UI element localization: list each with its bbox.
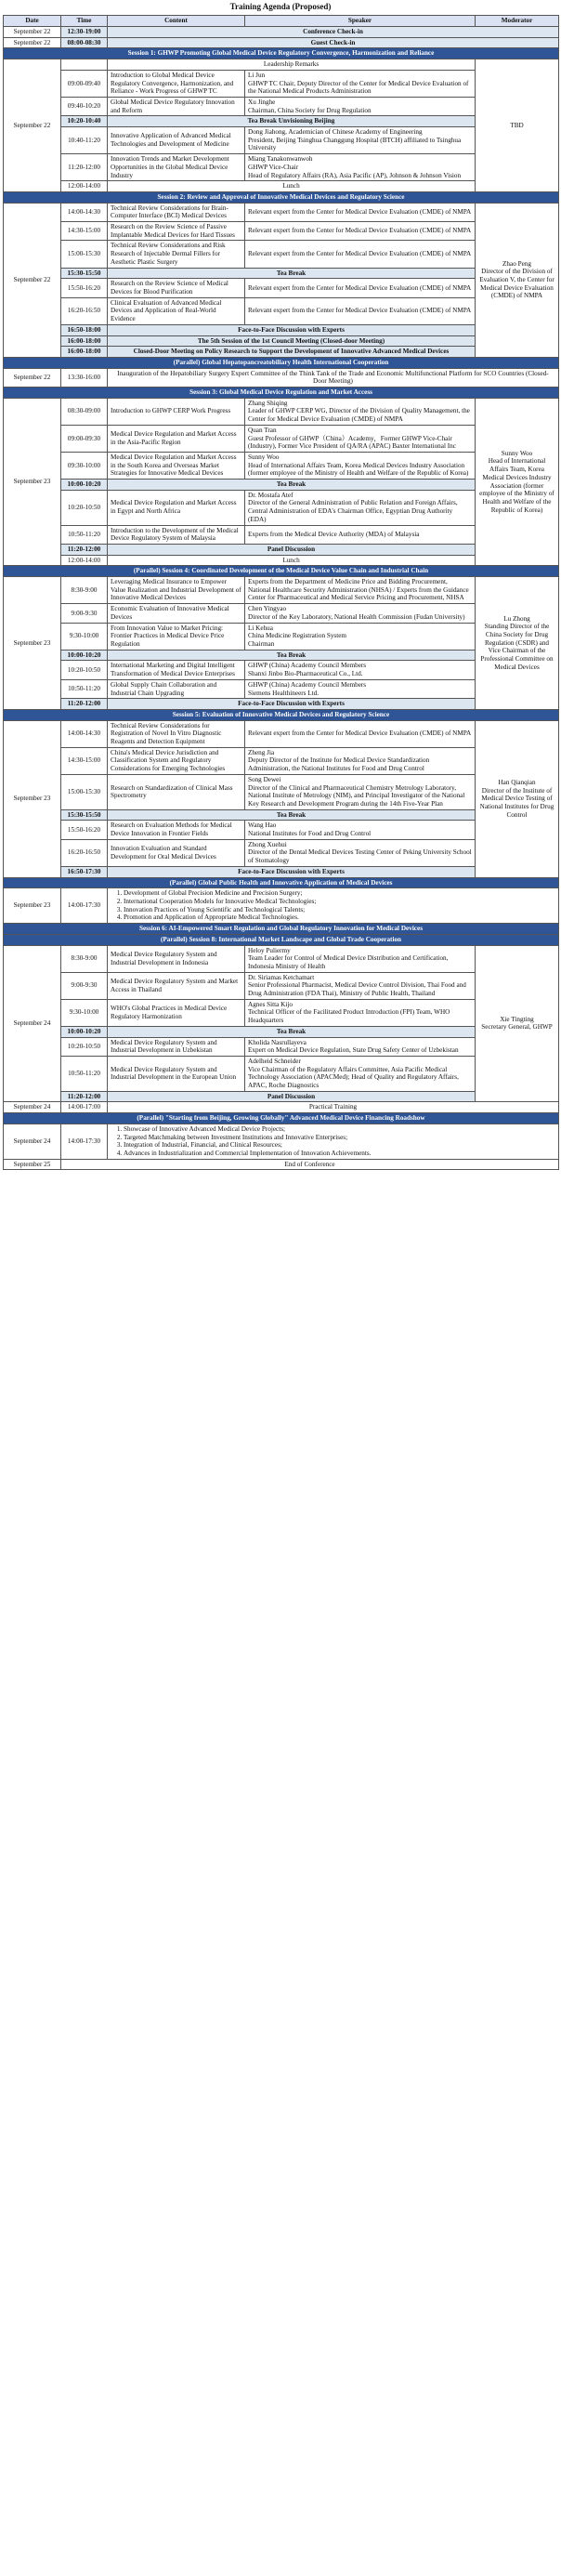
speaker-cell: GHWP (China) Academy Council Members Siemens Healthineers Ltd.: [245, 679, 476, 698]
speaker-cell: GHWP (China) Academy Council Members Shanxi Jinbo Bio-Pharmaceutical Co., Ltd.: [245, 661, 476, 679]
content-cell: Tea Break: [108, 480, 476, 491]
time-cell: 10:20-10:50: [61, 661, 108, 679]
time-cell: 16:20-16:50: [61, 839, 108, 866]
time-cell: 08:00-08:30: [61, 37, 108, 48]
content-cell: Medical Device Regulatory System and Industrial Development in Indonesia: [108, 945, 245, 972]
speaker-cell: Li Kehua China Medicine Registration System Chairman: [245, 623, 476, 650]
content-cell: Research on the Review Science of Medical Devices for Blood Purification: [108, 279, 245, 297]
moderator-cell: Zhao Peng Director of the Division of Evaluation V, the Center for Medical Device Evaluation (CMDE) of NMPA: [476, 203, 559, 357]
time-cell: 16:00-18:00: [61, 347, 108, 358]
time-cell: 16:20-16:50: [61, 297, 108, 324]
date-cell: September 23: [4, 720, 61, 877]
speaker-cell: Agnes Sitta Kijo Technical Officer of the Facilitated Product Introduction (FPI) Team, WHO Headquarters: [245, 999, 476, 1026]
date-cell: September 24: [4, 1124, 61, 1159]
header-time: Time: [61, 16, 108, 27]
time-cell: 10:20-10:50: [61, 1037, 108, 1056]
speaker-cell: Dr. Mostafa Atef Director of the General Administration of Public Relation and Foreign Affairs, Central Administration of EDA's Chairman Office, Egyptian Drug Authority (EDA): [245, 490, 476, 525]
content-cell: Inauguration of the Hepatobiliary Surgery Expert Committee of the Think Tank of the Trade and Economic Multifunctional Platform for SCO Countries (Closed-Door Meeting): [108, 368, 559, 387]
time-cell: 09:40-10:20: [61, 97, 108, 115]
time-cell: 14:00-17:30: [61, 1124, 108, 1159]
agenda-row: [4, 398, 559, 425]
speaker-cell: Dong Jiahong, Academician of Chinese Academy of Engineering President, Beijing Tsinghua Changgung Hospital (BTCH) affiliated to Tsinghua University: [245, 127, 476, 154]
section-title: Session 6: AI-Empowered Smart Regulation and Global Regulatory Innovation for Medical Devices: [4, 924, 559, 935]
time-cell: 11:20-12:00: [61, 154, 108, 181]
content-cell: Innovation Trends and Market Development Opportunities in the Global Medical Device Industry: [108, 154, 245, 181]
time-cell: 10:50-11:20: [61, 679, 108, 698]
agenda-row: [4, 945, 559, 972]
agenda-row: [4, 368, 559, 387]
content-cell: Research on the Review Science of Passive Implantable Medical Devices for Hard Tissues: [108, 222, 245, 241]
list-item: 3. Integration of Industrial, Financial, and Clinical Resources;: [124, 1141, 555, 1150]
speaker-cell: Li Jun GHWP TC Chair, Deputy Director of the Center for Medical Device Evaluation of the National Medical Products Administration: [245, 70, 476, 97]
content-cell: International Marketing and Digital Intelligent Transformation of Medical Device Enterprises: [108, 661, 245, 679]
content-cell: Technical Review Considerations for Brain-Computer Interface (BCI) Medical Devices: [108, 203, 245, 221]
speaker-cell: Zheng Jia Deputy Director of the Institute for Medical Device Standardization Administration, the National Institutes for Food and Drug Control: [245, 747, 476, 774]
time-cell: 8:30-9:00: [61, 945, 108, 972]
agenda-table: [3, 15, 559, 1170]
speaker-cell: Dr. Siriamas Ketchamart Senior Professional Pharmacist, Medical Device Control Division, Thai Food and Drug Administration (FDA Thai), Ministry of Public Health, Thailand: [245, 972, 476, 999]
content-cell: Tea Break Unvisioning Beijing: [108, 116, 476, 127]
time-cell: 12:00-14:00: [61, 555, 108, 566]
content-cell: Lunch: [108, 555, 476, 566]
date-cell: September 23: [4, 888, 61, 924]
time-cell: 9:00-9:30: [61, 604, 108, 623]
time-cell: 09:00-09:40: [61, 70, 108, 97]
content-cell: Face-to-Face Discussion with Experts: [108, 699, 476, 710]
agenda-row: [4, 59, 559, 71]
time-cell: 8:30-9:00: [61, 577, 108, 604]
list-item: 1. Development of Global Precision Medicine and Precision Surgery;: [124, 889, 555, 898]
time-cell: 10:00-10:20: [61, 650, 108, 661]
section-title: (Parallel) Global Public Health and Innovative Application of Medical Devices: [4, 877, 559, 888]
time-cell: 14:00-14:30: [61, 203, 108, 221]
page-title: Training Agenda (Proposed): [229, 2, 332, 11]
speaker-cell: Xu Jinghe Chairman, China Society for Drug Regulation: [245, 97, 476, 115]
content-cell: Introduction to GHWP CERP Work Progress: [108, 398, 245, 425]
date-cell: September 22: [4, 203, 61, 357]
time-cell: 15:30-15:50: [61, 268, 108, 279]
time-cell: 16:50-17:30: [61, 866, 108, 877]
content-cell: Medical Device Regulatory System and Market Access in Thailand: [108, 972, 245, 999]
date-cell: September 22: [4, 27, 61, 38]
section-title: Session 3: Global Medical Device Regulation and Market Access: [4, 388, 559, 399]
time-cell: 9:30-10:00: [61, 999, 108, 1026]
time-cell: 15:50-16:20: [61, 279, 108, 297]
time-cell: 15:00-15:30: [61, 774, 108, 809]
moderator-cell: Sunny Woo Head of International Affairs Team, Korea Medical Devices Industry Association (former employee of the Ministry of Health and Welfare of the Republic of Korea): [476, 398, 559, 566]
content-cell: Panel Discussion: [108, 1091, 476, 1102]
content-cell: Introduction to the Development of the Medical Device Regulatory System of Malaysia: [108, 525, 245, 544]
agenda-row: [4, 37, 559, 48]
content-cell: Technical Review Considerations and Risk Research of Injectable Dermal Fillers for Aesthetic Plastic Surgery: [108, 241, 245, 268]
section-header-row: [4, 877, 559, 888]
time-cell: 14:30-15:00: [61, 747, 108, 774]
content-cell: Clinical Evaluation of Advanced Medical Devices and Application of Real-World Evidence: [108, 297, 245, 324]
time-cell: 12:30-19:00: [61, 27, 108, 38]
agenda-row: [4, 203, 559, 221]
content-cell: Research on Evaluation Methods for Medical Device Innovation in Frontier Fields: [108, 821, 245, 839]
content-cell: Innovation Evaluation and Standard Development for Oral Medical Devices: [108, 839, 245, 866]
content-cell: Global Medical Device Regulatory Innovation and Reform: [108, 97, 245, 115]
moderator-cell: Xie Tingting Secretary General, GHWP: [476, 945, 559, 1102]
section-header-row: [4, 709, 559, 720]
time-cell: 14:00-14:30: [61, 720, 108, 747]
section-header-row: [4, 357, 559, 368]
section-header-row: [4, 934, 559, 945]
date-cell: September 23: [4, 577, 61, 710]
list-item: 1. Showcase of Innovative Advanced Medical Device Projects;: [124, 1125, 555, 1134]
time-cell: 10:00-10:20: [61, 1026, 108, 1037]
content-cell: Practical Training: [108, 1102, 559, 1113]
date-cell: September 24: [4, 945, 61, 1102]
time-cell: 14:00-17:30: [61, 888, 108, 924]
speaker-cell: Experts from the Medical Device Authority (MDA) of Malaysia: [245, 525, 476, 544]
content-cell: Introduction to Global Medical Device Regulatory Convergence, Harmonization, and Reliance - Work Progress of GHWP TC: [108, 70, 245, 97]
section-header-row: [4, 48, 559, 59]
date-cell: September 24: [4, 1102, 61, 1113]
time-cell: 10:40-11:20: [61, 127, 108, 154]
time-cell: 9:30-10:00: [61, 623, 108, 650]
speaker-cell: Relevant expert from the Center for Medical Device Evaluation (CMDE) of NMPA: [245, 203, 476, 221]
content-cell: Tea Break: [108, 650, 476, 661]
time-cell: 16:50-18:00: [61, 324, 108, 335]
time-cell: [61, 59, 108, 71]
speaker-cell: Miang Tanakonwanwoh GHWP Vice-Chair Head of Regulatory Affairs (RA), Asia Pacific (AP), Johnson & Johnson Vision: [245, 154, 476, 181]
content-cell: Leveraging Medical Insurance to Empower Value Realization and Industrial Development of Innovative Medical Devices: [108, 577, 245, 604]
header-speaker: Speaker: [245, 16, 476, 27]
speaker-cell: Zhang Shiqing Leader of GHWP CERP WG, Director of the Division of Quality Management, the Center for Medical Device Evaluation (CMDE) of NMPA: [245, 398, 476, 425]
list-item: 4. Advances in Industrialization and Commercial Implementation of Innovation Achievements.: [124, 1150, 555, 1158]
time-cell: 08:30-09:00: [61, 398, 108, 425]
section-title: (Parallel) Global Hepatopancreatobiliary Health International Cooperation: [4, 357, 559, 368]
content-cell: Closed-Door Meeting on Policy Research to Support the Development of Innovative Advanced Medical Devices: [108, 347, 476, 358]
time-cell: 14:00-17:00: [61, 1102, 108, 1113]
moderator-cell: Lu Zhong Standing Director of the China Society for Drug Regulation (CSDR) and Vice Chairman of the Professional Committee on Medical Devices: [476, 577, 559, 710]
content-cell: Medical Device Regulation and Market Access in Egypt and North Africa: [108, 490, 245, 525]
content-cell: Medical Device Regulatory System and Industrial Development in Uzbekistan: [108, 1037, 245, 1056]
content-cell: End of Conference: [61, 1159, 559, 1170]
section-header-row: [4, 388, 559, 399]
speaker-cell: Wang Hao National Institutes for Food and Drug Control: [245, 821, 476, 839]
speaker-cell: Adelheid Schneider Vice Chairman of the Regulatory Affairs Committee, Asia Pacific Medical Technology Association (APACMed); Head of Quality and Regulatory Affairs, APAC, Roche Diagnostics: [245, 1056, 476, 1091]
time-cell: 15:50-16:20: [61, 821, 108, 839]
header-date: Date: [4, 16, 61, 27]
list-item: 2. International Cooperation Models for Innovative Medical Technologies;: [124, 898, 555, 906]
agenda-row: [4, 1124, 559, 1159]
speaker-cell: Song Dewei Director of the Clinical and Pharmaceutical Chemistry Metrology Laboratory, National Institute of Metrology (NIM), and Principal Investigator of the National Key Research and Development Program during the 14th Five-Year Plan: [245, 774, 476, 809]
section-title: (Parallel) Session 8: International Market Landscape and Global Trade Cooperation: [4, 934, 559, 945]
date-cell: September 22: [4, 59, 61, 192]
speaker-cell: Relevant expert from the Center for Medical Device Evaluation (CMDE) of NMPA: [245, 279, 476, 297]
time-cell: 13:30-16:00: [61, 368, 108, 387]
date-cell: September 22: [4, 37, 61, 48]
content-cell: [108, 1124, 559, 1159]
content-cell: Tea Break: [108, 1026, 476, 1037]
content-cell: Panel Discussion: [108, 544, 476, 555]
time-cell: 9:00-9:30: [61, 972, 108, 999]
content-cell: China's Medical Device Jurisdiction and Classification System and Regulatory Considerations for Emerging Technologies: [108, 747, 245, 774]
date-cell: September 23: [4, 398, 61, 566]
content-cell: Medical Device Regulation and Market Access in the South Korea and Overseas Market Strategies for Innovative Medical Devices: [108, 452, 245, 479]
content-cell: Global Supply Chain Collaboration and Industrial Chain Upgrading: [108, 679, 245, 698]
content-cell: WHO's Global Practices in Medical Device Regulatory Harmonization: [108, 999, 245, 1026]
time-cell: 11:20-12:00: [61, 699, 108, 710]
content-cell: Research on Standardization of Clinical Mass Spectrometry: [108, 774, 245, 809]
time-cell: 09:30-10:00: [61, 452, 108, 479]
section-header-row: [4, 924, 559, 935]
speaker-cell: Sunny Woo Head of International Affairs Team, Korea Medical Devices Industry Association (former employee of the Ministry of Health and Welfare of the Republic of Korea): [245, 452, 476, 479]
content-cell: Medical Device Regulatory System and Industrial Development in the European Union: [108, 1056, 245, 1091]
speaker-cell: Experts from the Department of Medicine Price and Bidding Procurement, National Healthcare Security Administration (NHSA) / Experts from the Guidance Center for Pharmaceutical and Medical Service Pricing and Procurement, NHSA: [245, 577, 476, 604]
time-cell: 15:00-15:30: [61, 241, 108, 268]
content-cell: Leadership Remarks: [108, 59, 476, 71]
section-header-row: [4, 566, 559, 577]
content-cell: Economic Evaluation of Innovative Medical Devices: [108, 604, 245, 623]
points-list: [111, 889, 555, 922]
time-cell: 09:00-09:30: [61, 425, 108, 452]
speaker-cell: Quan Tran Guest Professor of GHWP（China）Academy，Former GHWP Vice-Chair (Industry), Former Vice President of QA/RA (APAC) Baxter International Inc: [245, 425, 476, 452]
agenda-row: [4, 888, 559, 924]
time-cell: 15:30-15:50: [61, 809, 108, 821]
header-moderator: Moderator: [476, 16, 559, 27]
agenda-row: [4, 720, 559, 747]
section-title: (Parallel) Session 4: Coordinated Development of the Medical Device Value Chain and Industrial Chain: [4, 566, 559, 577]
content-cell: Face-to-Face Discussion with Experts: [108, 324, 476, 335]
agenda-row: [4, 27, 559, 38]
time-cell: 11:20-12:00: [61, 1091, 108, 1102]
agenda-row: [4, 577, 559, 604]
section-header-row: [4, 1113, 559, 1124]
time-cell: 10:50-11:20: [61, 525, 108, 544]
time-cell: 10:20-10:50: [61, 490, 108, 525]
speaker-cell: Kholida Nasrullayeva Expert on Medical Device Regulation, State Drug Safety Center of Uzbekistan: [245, 1037, 476, 1056]
content-cell: Innovative Application of Advanced Medical Technologies and Development of Medicine: [108, 127, 245, 154]
content-cell: Tea Break: [108, 809, 476, 821]
time-cell: 11:20-12:00: [61, 544, 108, 555]
speaker-cell: Zhong Xuehui Director of the Dental Medical Devices Testing Center of Peking University School of Stomatology: [245, 839, 476, 866]
speaker-cell: Relevant expert from the Center for Medical Device Evaluation (CMDE) of NMPA: [245, 241, 476, 268]
list-item: 2. Targeted Matchmaking between Investment Institutions and Innovative Enterprises;: [124, 1134, 555, 1142]
content-cell: Guest Check-in: [108, 37, 559, 48]
content-cell: Face-to-Face Discussion with Experts: [108, 866, 476, 877]
date-cell: September 25: [4, 1159, 61, 1170]
time-cell: 10:50-11:20: [61, 1056, 108, 1091]
agenda-row: [4, 1102, 559, 1113]
speaker-cell: Heloy Puliermy Team Leader for Control of Medical Device Distribution and Certification, Indonesia Ministry of Health: [245, 945, 476, 972]
speaker-cell: Relevant expert from the Center for Medical Device Evaluation (CMDE) of NMPA: [245, 720, 476, 747]
section-title: Session 5: Evaluation of Innovative Medical Devices and Regulatory Science: [4, 709, 559, 720]
content-cell: Medical Device Regulation and Market Access in the Asia-Pacific Region: [108, 425, 245, 452]
speaker-cell: Relevant expert from the Center for Medical Device Evaluation (CMDE) of NMPA: [245, 297, 476, 324]
time-cell: 10:20-10:40: [61, 116, 108, 127]
agenda-row: [4, 1159, 559, 1170]
content-cell: From Innovation Value to Market Pricing: Frontier Practices in Medical Device Price Regulation: [108, 623, 245, 650]
speaker-cell: Chen Yingyao Director of the Key Laboratory, National Health Commission (Fudan University): [245, 604, 476, 623]
date-cell: September 22: [4, 368, 61, 387]
content-cell: Conference Check-in: [108, 27, 559, 38]
section-title: (Parallel) "Starting from Beijing, Growing Globally" Advanced Medical Device Financing Roadshow: [4, 1113, 559, 1124]
section-header-row: [4, 191, 559, 203]
list-item: 3. Innovation Practices of Young Scientific and Technological Talents;: [124, 906, 555, 914]
points-list: [111, 1125, 555, 1158]
content-cell: Technical Review Considerations for Registration of Novel In Vitro Diagnostic Reagents and Detection Equipment: [108, 720, 245, 747]
speaker-cell: Relevant expert from the Center for Medical Device Evaluation (CMDE) of NMPA: [245, 222, 476, 241]
header-row: [4, 16, 559, 27]
section-title: Session 1: GHWP Promoting Global Medical Device Regulatory Convergence, Harmonization and Reliance: [4, 48, 559, 59]
list-item: 4. Promotion and Application of Appropriate Medical Technologies.: [124, 913, 555, 922]
time-cell: 16:00-18:00: [61, 335, 108, 347]
content-cell: Lunch: [108, 181, 476, 192]
header-content: Content: [108, 16, 245, 27]
moderator-cell: TBD: [476, 59, 559, 192]
moderator-cell: Han Qianqian Director of the Institute of Medical Device Testing of National Institutes for Drug Control: [476, 720, 559, 877]
content-cell: [108, 888, 559, 924]
time-cell: 12:00-14:00: [61, 181, 108, 192]
section-title: Session 2: Review and Approval of Innovative Medical Devices and Regulatory Science: [4, 191, 559, 203]
content-cell: Tea Break: [108, 268, 476, 279]
time-cell: 10:00-10:20: [61, 480, 108, 491]
time-cell: 14:30-15:00: [61, 222, 108, 241]
content-cell: The 5th Session of the 1st Council Meeting (Closed-door Meeting): [108, 335, 476, 347]
